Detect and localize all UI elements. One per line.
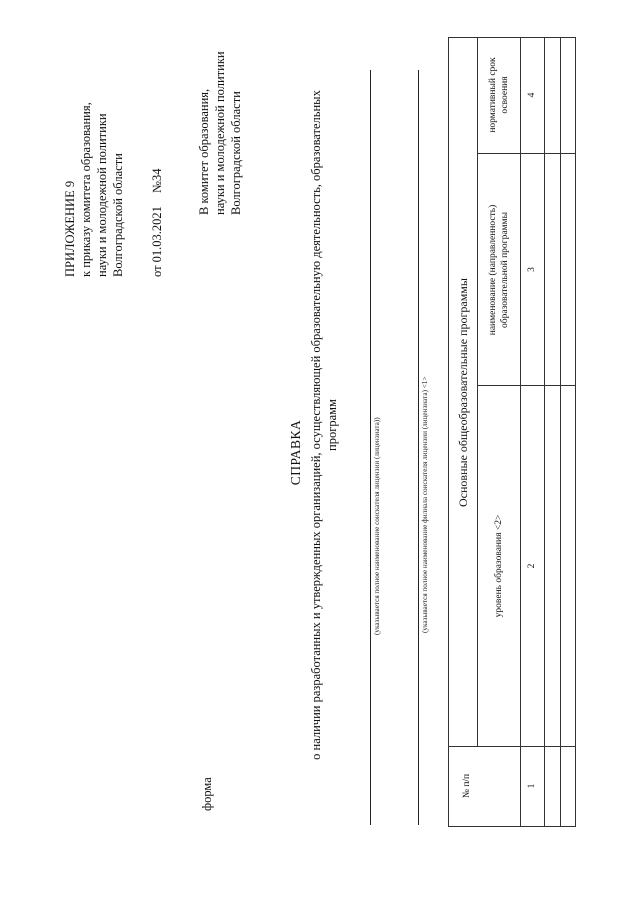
document-title: СПРАВКА [288,419,303,486]
branch-note: (указывается полное наименование филиала соискателя лицензии (лицензиата) <1> [421,376,429,633]
addressee-line: науки и молодежной политики [213,51,227,215]
col-number-1: 1 [527,783,537,789]
appendix-line: Волгоградской области [111,153,125,277]
form-label: форма [200,777,214,811]
header-name: наименование (направленность) образовательной программы [488,204,510,336]
addressee-line: В комитет образования, [197,88,211,215]
order-line [150,169,165,278]
programs-table [448,37,576,827]
header-level: уровень образования <2> [494,514,504,618]
section-title: Основные общеобразовательные программы [456,278,470,507]
col-number-2: 2 [527,563,537,569]
header-term: нормативный срок освоения [488,57,510,133]
col-number-4: 4 [527,92,537,98]
order-date: от 01.03.2021 [150,206,164,277]
order-number: №34 [150,168,164,193]
appendix-line: к приказу комитета образования, [79,102,93,277]
table-divider [449,746,575,747]
document-subtitle: о наличии разработанных и утвержденных организацией, осуществляющей образовательную деятельность, образовательных программ [309,90,339,760]
licensee-name-line [370,70,371,825]
appendix-line: науки и молодежной политики [95,113,109,277]
table-row-divider [544,38,545,826]
table-row-divider [520,38,521,826]
addressee-block [196,51,244,215]
table-row-divider [560,38,561,826]
table-section-header [449,38,478,747]
licensee-note: (указывается полное наименование соискателя лицензии (лицензиата)) [373,417,381,635]
branch-name-line [418,70,419,825]
addressee-line: Волгоградской области [229,91,243,215]
header-num: № п/п [462,773,472,799]
col-number-3: 3 [527,267,537,272]
appendix-block [62,102,126,277]
appendix-line: ПРИЛОЖЕНИЕ 9 [63,180,77,277]
